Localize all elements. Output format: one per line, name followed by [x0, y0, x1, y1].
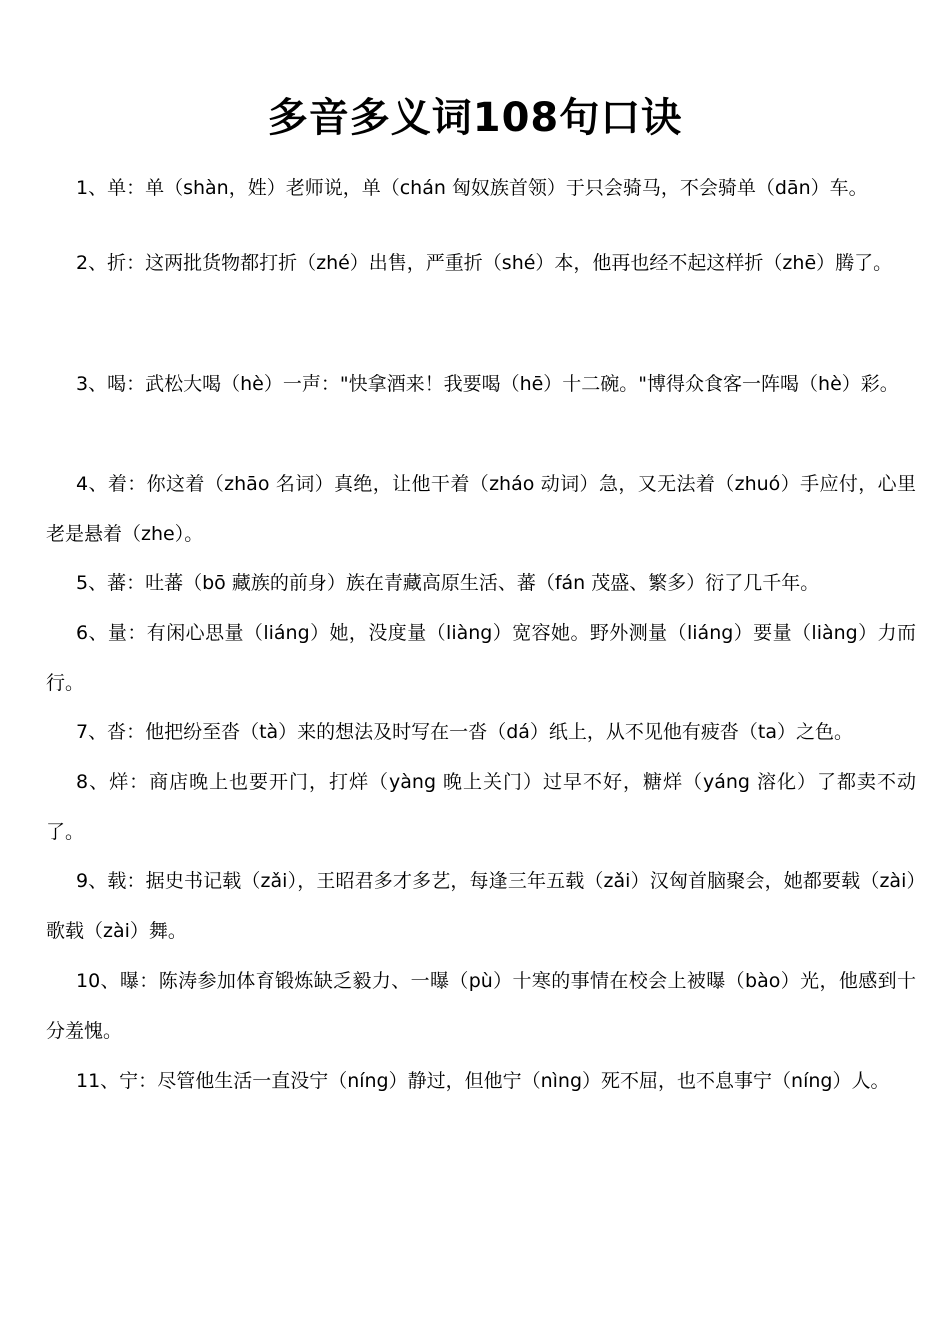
list-item-4 — [46, 459, 916, 559]
item-text: 你这着（zhāo 名词）真绝，让他干着（zháo 动词）急，又无法着（zhuó）手应付，心里老是悬着（zhe）。 — [46, 473, 916, 545]
item-text: 据史书记载（zǎi），王昭君多才多艺，每逢三年五载（zǎi）汉匈首脑聚会，她都要载（zài）歌载（zài）舞。 — [46, 870, 916, 942]
item-text: 他把纷至沓（tà）来的想法及时写在一沓（dá）纸上，从不见他有疲沓（ta）之色。 — [145, 721, 853, 743]
list-item-6 — [46, 608, 916, 708]
list-item-7 — [46, 707, 916, 757]
list-item-3 — [46, 359, 916, 409]
item-label: 1、单： — [76, 177, 146, 199]
item-text: 这两批货物都打折（zhé）出售，严重折（shé）本，他再也经不起这样折（zhē）腾了。 — [145, 252, 893, 274]
list-item-8 — [46, 757, 916, 857]
document-title: 多音多义词108句口诀 — [267, 95, 683, 141]
item-text: 商店晚上也要开门，打烊（yàng 晚上关门）过早不好，糖烊（yáng 溶化）了都卖不动了。 — [46, 771, 916, 843]
item-label: 2、折： — [76, 252, 146, 274]
item-text: 吐蕃（bō 藏族的前身）族在青藏高原生活、蕃（fán 茂盛、繁多）衍了几千年。 — [145, 572, 820, 594]
list-item-5 — [46, 558, 916, 608]
item-text: 有闲心思量（liáng）她，没度量（liàng）宽容她。野外测量（liáng）要量（liàng）力而行。 — [46, 622, 917, 694]
item-label: 11、宁： — [76, 1070, 158, 1092]
list-item-1 — [46, 163, 916, 213]
list-item-2 — [46, 238, 916, 288]
item-label: 10、曝： — [76, 970, 159, 992]
item-label: 5、蕃： — [76, 572, 146, 594]
item-label: 8、烊： — [76, 771, 150, 793]
item-text: 武松大喝（hè）一声："快拿酒来！我要喝（hē）十二碗。"博得众食客一阵喝（hè）彩。 — [145, 373, 899, 395]
list-item-11 — [46, 1056, 926, 1106]
list-item-9 — [46, 856, 916, 956]
item-label: 7、沓： — [76, 721, 146, 743]
item-text: 单（shàn，姓）老师说，单（chán 匈奴族首领）于只会骑马，不会骑单（dān）车。 — [145, 177, 868, 199]
item-label: 9、载： — [76, 870, 146, 892]
item-label: 4、着： — [76, 473, 147, 495]
item-label: 3、喝： — [76, 373, 146, 395]
item-text: 尽管他生活一直没宁（níng）静过，但他宁（nìng）死不屈，也不息事宁（níng）人。 — [157, 1070, 890, 1092]
list-item-10 — [46, 956, 916, 1056]
item-label: 6、量： — [76, 622, 147, 644]
item-text: 陈涛参加体育锻炼缺乏毅力、一曝（pù）十寒的事情在校会上被曝（bào）光，他感到十分羞愧。 — [46, 970, 916, 1042]
